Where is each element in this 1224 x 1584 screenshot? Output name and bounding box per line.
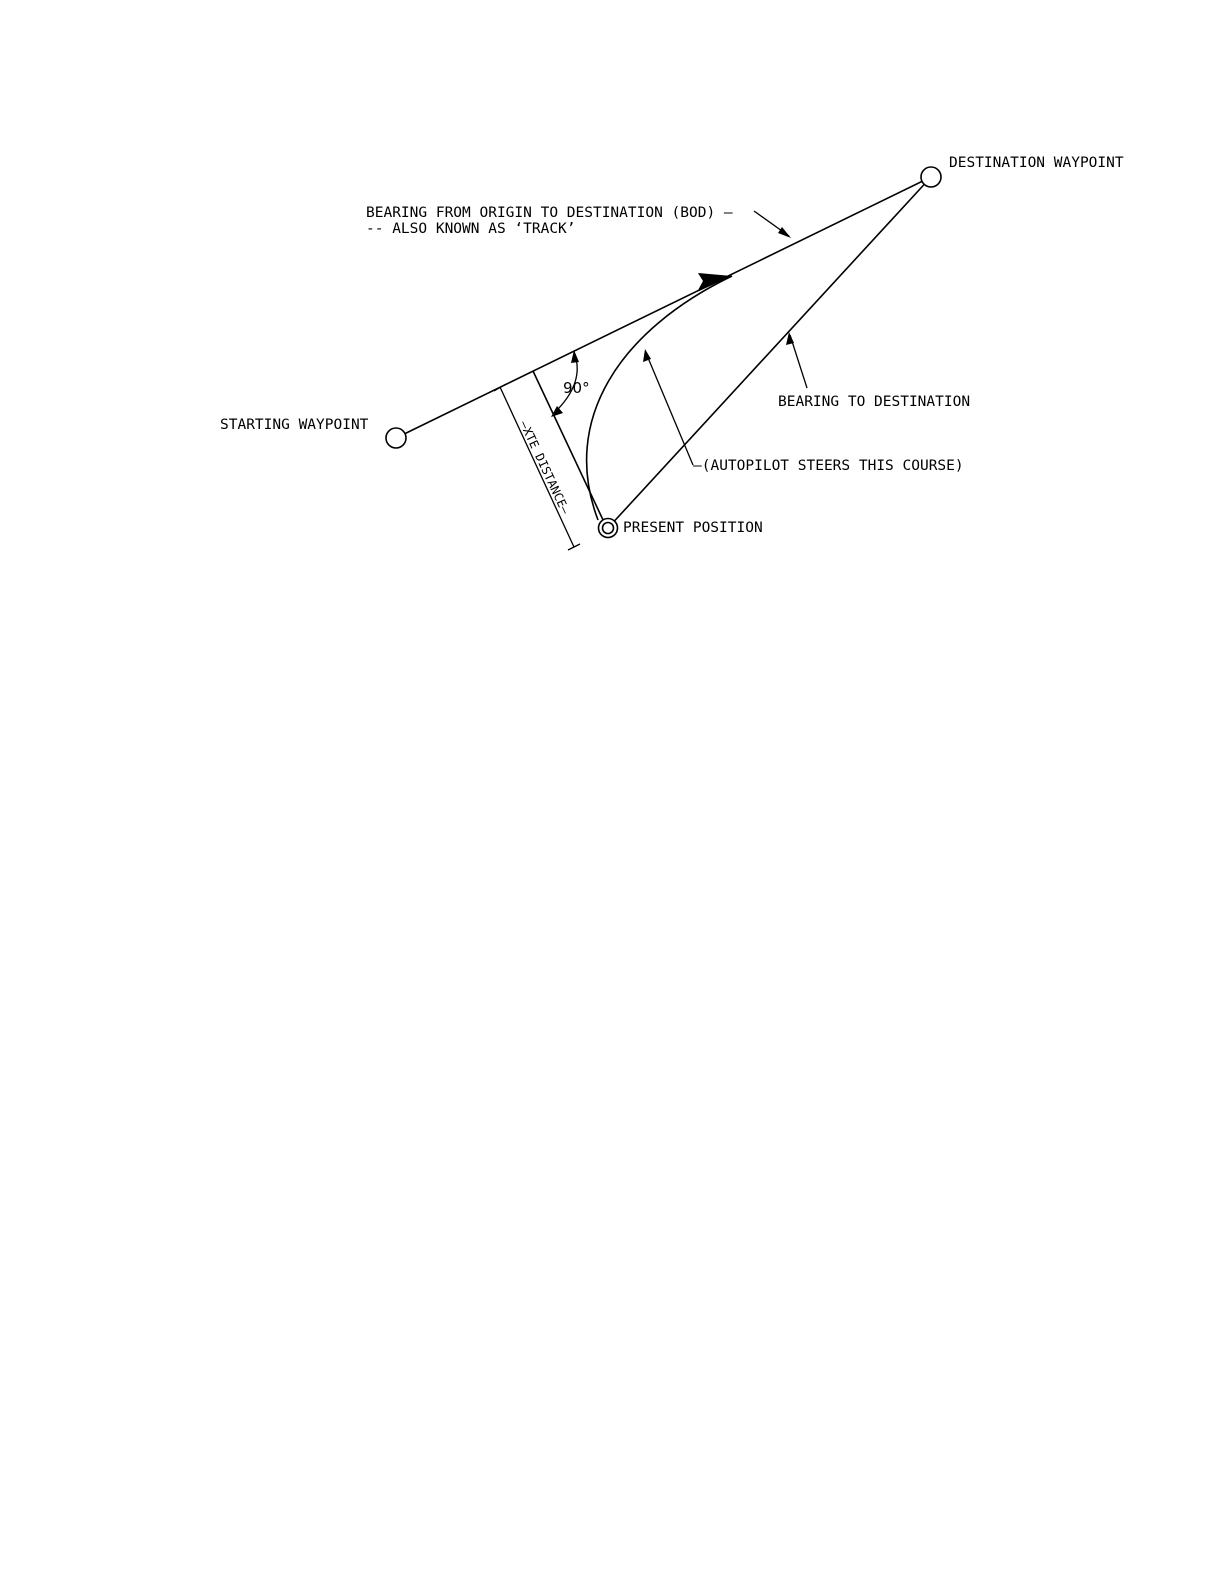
bod-label-line2: -- ALSO KNOWN AS ‘TRACK’ <box>366 221 576 237</box>
present-position-label: PRESENT POSITION <box>623 520 763 536</box>
starting-waypoint-marker <box>386 428 406 448</box>
track-direction-arrowhead <box>697 273 732 292</box>
autopilot-leader-arrowhead <box>643 349 651 362</box>
autopilot-course-curve <box>587 276 732 520</box>
autopilot-leader-line <box>646 353 693 465</box>
starting-waypoint-label: STARTING WAYPOINT <box>220 417 369 433</box>
xte-dimension-tick-top <box>494 384 506 391</box>
bod-leader-arrowhead <box>778 227 791 238</box>
destination-waypoint-marker <box>921 167 941 187</box>
bod-label-line1: BEARING FROM ORIGIN TO DESTINATION (BOD) — <box>366 205 733 221</box>
bearing-to-destination-line <box>608 177 931 528</box>
autopilot-course-label: —(AUTOPILOT STEERS THIS COURSE) <box>693 458 964 474</box>
present-position-marker-inner <box>603 523 614 534</box>
angle-label: 90° <box>563 379 590 397</box>
xte-distance-label: —XTE DISTANCE— <box>516 418 573 517</box>
xte-dimension-tick-bottom <box>568 544 580 550</box>
destination-waypoint-label: DESTINATION WAYPOINT <box>949 155 1124 171</box>
bearing-to-destination-label: BEARING TO DESTINATION <box>778 394 971 410</box>
